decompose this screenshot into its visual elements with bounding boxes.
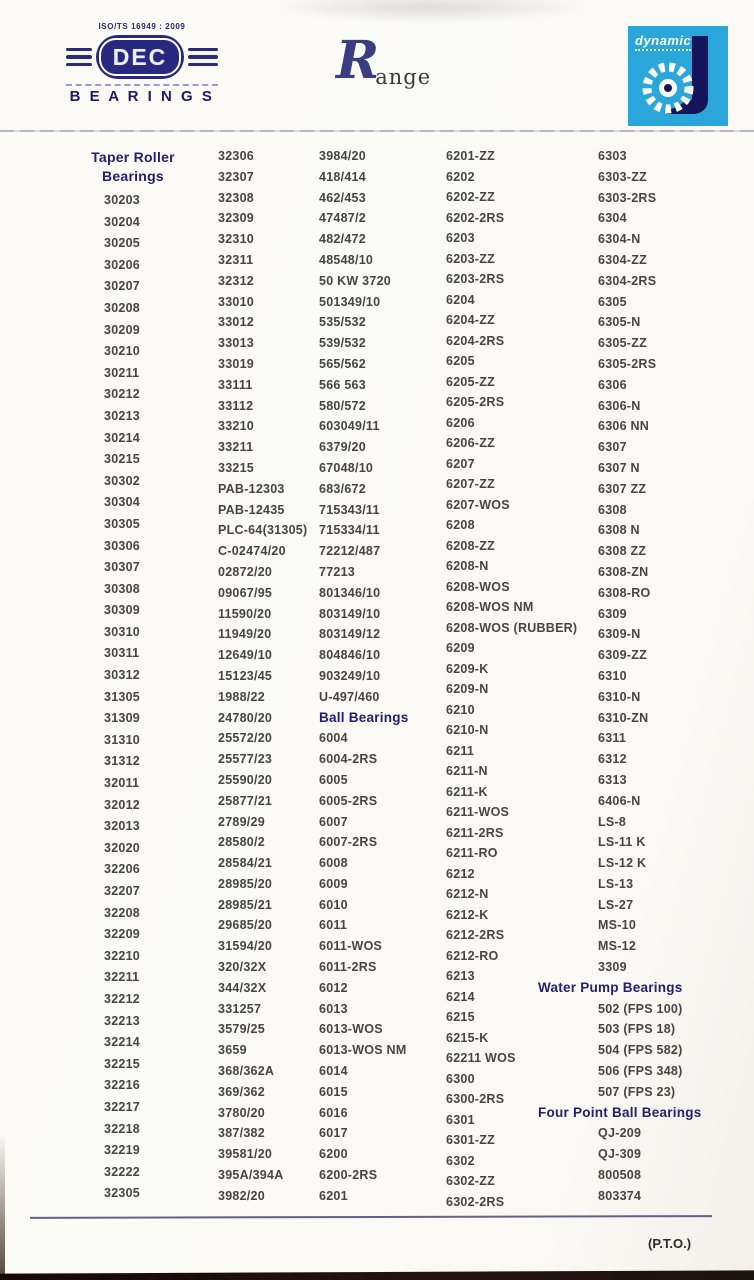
part-number: 33010	[218, 294, 255, 309]
section-header: Four Point Ball Bearings	[538, 1104, 702, 1120]
part-number: 6211-2RS	[446, 825, 504, 840]
part-number: 6302	[446, 1153, 475, 1168]
part-number: 803149/10	[319, 606, 381, 621]
part-number: 565/562	[319, 356, 366, 371]
part-number: 803149/12	[319, 627, 381, 642]
part-number: 32206	[104, 862, 141, 877]
part-number: 32310	[218, 232, 255, 247]
speed-lines-icon	[188, 48, 218, 67]
part-number: 6304-2RS	[598, 273, 657, 288]
part-number: 6007	[319, 814, 348, 829]
part-number: 6210	[446, 702, 475, 717]
part-number: 31312	[104, 754, 141, 769]
section-header: Taper Roller Bearings	[91, 149, 175, 184]
part-number: 31309	[104, 711, 141, 726]
part-number: 6310	[598, 668, 627, 683]
part-number: 32212	[104, 991, 141, 1006]
part-number: 6013-WOS	[319, 1022, 383, 1037]
part-number: 6011	[319, 918, 348, 933]
part-number: 30203	[104, 193, 141, 207]
part-number: 6209	[446, 641, 475, 655]
part-number: 6004	[319, 731, 348, 746]
part-number: 30306	[104, 538, 141, 553]
part-number: 6301-ZZ	[446, 1133, 495, 1147]
part-number: 30207	[104, 279, 141, 294]
part-number: LS-8	[598, 814, 627, 829]
part-number: 28584/21	[218, 856, 273, 871]
part-number: 6310-ZN	[598, 710, 649, 725]
part-number: 6016	[319, 1105, 348, 1120]
iso-certification-text: ISO/TS 16949 : 2009	[98, 22, 186, 31]
part-number: 6313	[598, 772, 627, 787]
part-number: 30211	[104, 365, 140, 380]
part-number: PAB-12435	[218, 502, 285, 517]
part-number: 6207	[446, 456, 475, 471]
part-number: 30214	[104, 430, 141, 445]
part-number: 6210-N	[446, 723, 489, 737]
scan-edge-bottom	[0, 1270, 754, 1280]
part-number: 903249/10	[319, 668, 381, 683]
part-number: 6302-ZZ	[446, 1174, 495, 1188]
part-number: 6209-N	[446, 682, 489, 696]
part-number: 31310	[104, 732, 141, 747]
part-number: 6304-N	[598, 232, 641, 247]
range-initial: R	[336, 30, 380, 91]
part-number: 32020	[104, 840, 141, 855]
part-number: 6009	[319, 876, 348, 891]
part-number: 6004-2RS	[319, 752, 378, 767]
part-number: 6212-RO	[446, 948, 499, 963]
column-ball-special	[536, 146, 731, 1207]
part-number: 32311	[218, 252, 254, 267]
part-number: 6212	[446, 866, 475, 881]
part-number: 387/382	[218, 1126, 265, 1141]
part-number: 33112	[218, 398, 254, 413]
part-number: 3579/25	[218, 1022, 265, 1037]
part-number: 32219	[104, 1143, 141, 1158]
part-number: 6201	[319, 1188, 348, 1203]
part-number: 30213	[104, 408, 141, 423]
part-number: 6302-2RS	[446, 1194, 505, 1209]
part-number: 72212/487	[319, 544, 381, 559]
part-number: 6215	[446, 1010, 475, 1024]
part-number: 6200	[319, 1147, 348, 1162]
part-number: 6305-N	[598, 315, 641, 330]
part-number: 77213	[319, 564, 356, 579]
part-number: 6306	[598, 377, 627, 392]
part-number: 6312	[598, 752, 627, 767]
part-number: 6208-WOS	[446, 579, 510, 594]
part-number: 30212	[104, 387, 141, 402]
part-number: 6406-N	[598, 793, 641, 808]
part-number: 6204-ZZ	[446, 313, 495, 327]
part-number: 6011-2RS	[319, 960, 377, 975]
part-number: 6206-ZZ	[446, 436, 495, 450]
part-number: 6205	[446, 354, 475, 368]
part-number: 31594/20	[218, 939, 273, 954]
part-number: 30210	[104, 344, 141, 359]
part-number: 30310	[104, 624, 141, 639]
part-number: 462/453	[319, 190, 366, 205]
part-number: QJ-209	[598, 1126, 642, 1141]
part-number: 6212-N	[446, 887, 489, 901]
part-number: 368/362A	[218, 1064, 275, 1079]
part-number: 30309	[104, 603, 141, 618]
part-number: U-497/460	[319, 689, 380, 704]
part-number: 33215	[218, 460, 255, 475]
part-number: 6306-N	[598, 398, 641, 413]
dec-oval-icon	[96, 35, 184, 79]
part-number: 6303-ZZ	[598, 169, 647, 184]
part-number: 6307	[598, 440, 627, 455]
part-number: LS-13	[598, 876, 634, 891]
part-number: 32222	[104, 1164, 141, 1179]
dec-oval-inner	[99, 38, 181, 76]
part-number: 30208	[104, 300, 141, 315]
part-number: MS-12	[598, 939, 637, 954]
column-taper-roller-1	[58, 148, 223, 1205]
part-number: 800508	[598, 1168, 642, 1183]
logo-divider	[66, 84, 218, 86]
scan-edge-left	[0, 1134, 5, 1274]
part-number: 6203-2RS	[446, 272, 505, 286]
part-number: 32215	[104, 1056, 141, 1071]
part-number: 369/362	[218, 1084, 265, 1099]
part-number: C-02474/20	[218, 544, 286, 559]
part-number: 33111	[218, 377, 253, 392]
part-number: 32309	[218, 211, 255, 226]
part-number: 25877/21	[218, 793, 273, 808]
part-number: 6207-WOS	[446, 497, 510, 512]
part-number: 25572/20	[218, 731, 273, 746]
part-number: 603049/11	[319, 419, 380, 434]
part-number: 801346/10	[319, 585, 381, 600]
part-number: 6213	[446, 969, 475, 983]
part-number: 11949/20	[218, 627, 272, 642]
part-number: 6203	[446, 231, 475, 245]
part-number: 32218	[104, 1121, 141, 1136]
part-number: 6303-2RS	[598, 190, 657, 205]
part-number: PAB-12303	[218, 481, 285, 496]
part-number: 6211-RO	[446, 846, 498, 860]
part-number: 32013	[104, 819, 141, 834]
part-number: 6310-N	[598, 689, 641, 704]
part-number: 6300	[446, 1071, 475, 1086]
part-number: 6005-2RS	[319, 793, 378, 808]
part-number: 320/32X	[218, 960, 267, 975]
dec-capsule-row	[56, 35, 228, 79]
part-number: 6203-ZZ	[446, 251, 495, 266]
part-number: 09067/95	[218, 585, 273, 600]
pto-note: (P.T.O.)	[648, 1236, 692, 1251]
range-title	[336, 30, 435, 91]
part-number: 6379/20	[319, 440, 366, 455]
part-number: 28580/2	[218, 835, 265, 850]
bearings-wordmark: B E A R I N G S	[69, 88, 215, 105]
part-number: 331257	[218, 1001, 262, 1016]
part-number: 6204-2RS	[446, 333, 505, 348]
part-number: 33210	[218, 419, 255, 434]
part-number: 6308 N	[598, 523, 640, 538]
column-taper-roller-2	[218, 146, 307, 1207]
part-number: 6015	[319, 1084, 348, 1099]
part-number: 6211	[446, 743, 475, 758]
part-number: 344/32X	[218, 980, 267, 995]
part-number: 6307 N	[598, 460, 640, 475]
part-number: 32216	[104, 1078, 141, 1093]
part-number: 6211-K	[446, 784, 488, 799]
part-number: 6208-N	[446, 559, 489, 573]
part-number: 30209	[104, 322, 141, 337]
part-number: 6208-WOS (RUBBER)	[446, 620, 578, 635]
part-number: 6311	[598, 731, 627, 746]
part-number: 6305	[598, 294, 627, 309]
part-number: 6307 ZZ	[598, 481, 647, 496]
part-number: 6305-2RS	[598, 356, 657, 371]
part-number: 6308 ZZ	[598, 544, 647, 559]
part-number: 67048/10	[319, 460, 374, 475]
part-number: 6207-ZZ	[446, 477, 495, 491]
part-number: 30308	[104, 581, 141, 596]
part-number: 482/472	[319, 232, 366, 247]
part-number: 501349/10	[319, 294, 381, 309]
part-number: 6306 NN	[598, 419, 650, 434]
footer-divider	[30, 1215, 712, 1219]
part-number: 32208	[104, 905, 141, 920]
part-number: 3309	[598, 960, 627, 975]
part-number: 6301	[446, 1112, 475, 1127]
part-number: 6308-RO	[598, 585, 651, 600]
part-number: 6208-ZZ	[446, 538, 495, 553]
part-number: 39581/20	[218, 1147, 273, 1162]
part-number: 715334/11	[319, 523, 380, 538]
part-number: 30302	[104, 473, 141, 488]
speed-lines-icon	[66, 48, 92, 67]
part-number: 803374	[598, 1188, 642, 1203]
part-number: 6209-K	[446, 661, 489, 676]
part-number: 6214	[446, 989, 475, 1004]
part-number: 6308	[598, 502, 627, 517]
part-number: 715343/11	[319, 502, 380, 517]
section-header: Ball Bearings	[319, 709, 409, 725]
part-number: 507 (FPS 23)	[598, 1084, 676, 1099]
part-number: 28985/21	[218, 897, 273, 912]
part-number: 31305	[104, 689, 141, 704]
part-number: 6309-ZZ	[598, 648, 647, 663]
part-number: 32211	[104, 970, 140, 985]
part-number: 12649/10	[218, 648, 273, 663]
part-number: 32012	[104, 797, 141, 812]
part-number: 580/572	[319, 398, 366, 413]
part-number: 6011-WOS	[319, 939, 383, 954]
part-number: 6202-2RS	[446, 210, 505, 225]
dynamic-logo	[628, 26, 728, 126]
range-rest: ange	[375, 65, 432, 89]
part-number: 804846/10	[319, 648, 381, 663]
part-number: 6204	[446, 292, 475, 307]
part-number: 32217	[104, 1099, 141, 1114]
part-number: 6300-2RS	[446, 1092, 505, 1106]
part-number: 11590/20	[218, 606, 272, 621]
part-number: PLC-64(31305)	[218, 523, 308, 538]
part-number: 30312	[104, 668, 141, 683]
part-number: 502 (FPS 100)	[598, 1001, 683, 1016]
part-number: 503 (FPS 18)	[598, 1022, 676, 1037]
part-number: 32312	[218, 273, 255, 288]
part-number: 3780/20	[218, 1105, 265, 1120]
part-number: 3659	[218, 1043, 247, 1058]
part-number: 30215	[104, 452, 141, 467]
part-number: 535/532	[319, 315, 366, 330]
part-number: 32210	[104, 948, 141, 963]
part-number: 395A/394A	[218, 1168, 284, 1183]
part-number: 30304	[104, 495, 141, 510]
part-number: 6202-ZZ	[446, 190, 495, 204]
part-number: 6206	[446, 415, 475, 430]
part-number: 6205-2RS	[446, 395, 505, 409]
part-number: 30205	[104, 236, 141, 251]
part-number: 24780/20	[218, 710, 273, 725]
part-number: 32011	[104, 776, 140, 791]
part-number: 6007-2RS	[319, 835, 378, 850]
part-number: LS-11 K	[598, 835, 646, 850]
part-number: 25590/20	[218, 772, 273, 787]
part-number: 6212-2RS	[446, 928, 505, 942]
part-number: 32305	[104, 1186, 141, 1201]
part-number: 6200-2RS	[319, 1168, 378, 1183]
part-number: MS-10	[598, 918, 637, 933]
header-divider	[0, 130, 754, 132]
part-number: 33012	[218, 315, 255, 330]
part-number: QJ-309	[598, 1147, 642, 1162]
part-number: 62211 WOS	[446, 1051, 516, 1065]
part-number: 6305-ZZ	[598, 336, 647, 351]
dec-logo-text: DEC	[112, 43, 168, 70]
part-number: 32306	[218, 149, 255, 163]
part-number: 48548/10	[319, 252, 374, 267]
part-number: 6010	[319, 897, 348, 912]
part-number: 6012	[319, 980, 348, 995]
part-number: 6303	[598, 149, 627, 163]
part-number: 6008	[319, 856, 348, 871]
part-number: 1988/22	[218, 689, 265, 704]
part-number: 6013-WOS NM	[319, 1043, 407, 1058]
part-number: 6013	[319, 1001, 348, 1016]
part-number: 25577/23	[218, 752, 273, 767]
part-number: 683/672	[319, 481, 366, 496]
part-number: 32307	[218, 169, 255, 184]
part-number: 6201-ZZ	[446, 149, 495, 163]
dec-logo	[56, 22, 228, 105]
part-number: 6208	[446, 518, 475, 532]
dynamic-wordmark: dynamic	[635, 33, 691, 51]
part-number: 32308	[218, 190, 255, 205]
part-number: 6208-WOS NM	[446, 600, 534, 614]
part-number: 2789/29	[218, 814, 265, 829]
part-number: 6202	[446, 169, 475, 184]
part-number: 32207	[104, 884, 141, 898]
part-number: 33211	[218, 440, 254, 455]
part-number: 566 563	[319, 377, 366, 392]
part-number: 32213	[104, 1013, 141, 1028]
part-number: 6304-ZZ	[598, 252, 647, 267]
part-number: 30305	[104, 516, 141, 531]
part-number: 3984/20	[319, 149, 366, 163]
part-number: 6014	[319, 1064, 348, 1079]
part-number: 6005	[319, 772, 348, 787]
part-number: 47487/2	[319, 211, 366, 226]
part-number: 6308-ZN	[598, 564, 649, 579]
column-inch-and-ball	[319, 146, 409, 1207]
part-number: 6212-K	[446, 907, 489, 922]
part-number: 02872/20	[218, 564, 273, 579]
part-number: 6211-N	[446, 764, 488, 778]
part-number: 33019	[218, 356, 255, 371]
part-number: 33013	[218, 336, 255, 351]
part-number: 15123/45	[218, 668, 273, 683]
part-number: 3982/20	[218, 1188, 265, 1203]
part-number: 418/414	[319, 169, 366, 184]
part-number: 50 KW 3720	[319, 273, 391, 288]
scan-smudge	[270, 0, 590, 22]
part-number: 28985/20	[218, 876, 273, 891]
part-number: 32214	[104, 1035, 141, 1050]
part-number: 6215-K	[446, 1030, 489, 1045]
part-number: 6205-ZZ	[446, 374, 495, 389]
part-number: 539/532	[319, 336, 366, 351]
part-number: 6304	[598, 211, 627, 226]
part-number: 6211-WOS	[446, 805, 510, 819]
part-number: 29685/20	[218, 918, 273, 933]
part-number: LS-27	[598, 897, 634, 912]
part-number: LS-12 K	[598, 856, 647, 871]
part-number: 6017	[319, 1126, 348, 1141]
part-number: 504 (FPS 582)	[598, 1043, 683, 1058]
part-number: 30206	[104, 257, 141, 272]
section-header: Water Pump Bearings	[538, 979, 683, 995]
part-number: 506 (FPS 348)	[598, 1064, 683, 1079]
part-number: 30311	[104, 646, 140, 661]
part-number: 30204	[104, 214, 141, 229]
part-number: 32209	[104, 927, 141, 942]
part-number: 30307	[104, 560, 141, 575]
part-number: 6309-N	[598, 627, 641, 642]
part-number: 6309	[598, 606, 627, 621]
